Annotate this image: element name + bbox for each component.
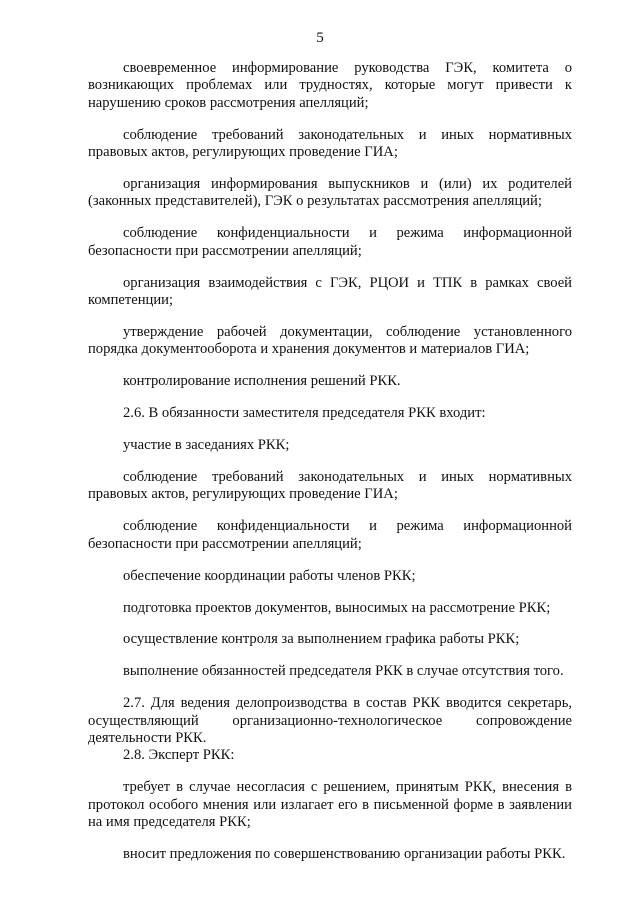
paragraph: участие в заседаниях РКК; [123, 437, 290, 454]
paragraph: осуществление контроля за выполнением графика работы РКК; [123, 631, 520, 648]
paragraph: соблюдение конфиденциальности и режима информационной безопасности при рассмотрении апелляций; [88, 225, 572, 259]
section-heading-2-6: 2.6. В обязанности заместителя председателя РКК входит: [123, 405, 486, 422]
paragraph: контролирование исполнения решений РКК. [123, 373, 401, 390]
page-number: 5 [316, 30, 324, 46]
paragraph: утверждение рабочей документации, соблюдение установленного порядка документооборота и хранения документов и материалов ГИА; [88, 323, 572, 358]
section-paragraph-2-7: 2.7. Для ведения делопроизводства в состав РКК вводится секретарь, осуществляющий организационно-технологическое сопровождение деятельности РКК. [88, 695, 572, 747]
paragraph: соблюдение конфиденциальности и режима информационной безопасности при рассмотрении апелляций; [88, 518, 572, 552]
paragraph: обеспечение координации работы членов РКК; [123, 567, 416, 584]
paragraph: выполнение обязанностей председателя РКК в случае отсутствия того. [123, 663, 564, 680]
paragraph: подготовка проектов документов, выносимых на рассмотрение РКК; [123, 599, 551, 616]
paragraph: организация взаимодействия с ГЭК, РЦОИ и ТПК в рамках своей компетенции; [88, 274, 572, 309]
paragraph: соблюдение требований законодательных и иных нормативных правовых актов, регулирующих проведение ГИА; [88, 126, 572, 161]
section-heading-2-8: 2.8. Эксперт РКК: [123, 747, 235, 764]
paragraph: своевременное информирование руководства ГЭК, комитета о возникающих проблемах или трудностях, которые могут привести к нарушению сроков рассмотрения апелляций; [88, 60, 572, 111]
document-body [88, 60, 572, 878]
paragraph: вносит предложения по совершенствованию организации работы РКК. [123, 846, 566, 863]
paragraph: организация информирования выпускников и (или) их родителей (законных представителей), ГЭК о результатах рассмотрения апелляций; [88, 176, 572, 210]
paragraph: соблюдение требований законодательных и иных нормативных правовых актов, регулирующих проведение ГИА; [88, 469, 572, 503]
paragraph: требует в случае несогласия с решением, принятым РКК, внесения в протокол особого мнения или излагает его в письменной форме в заявлении на имя председателя РКК; [88, 779, 572, 831]
